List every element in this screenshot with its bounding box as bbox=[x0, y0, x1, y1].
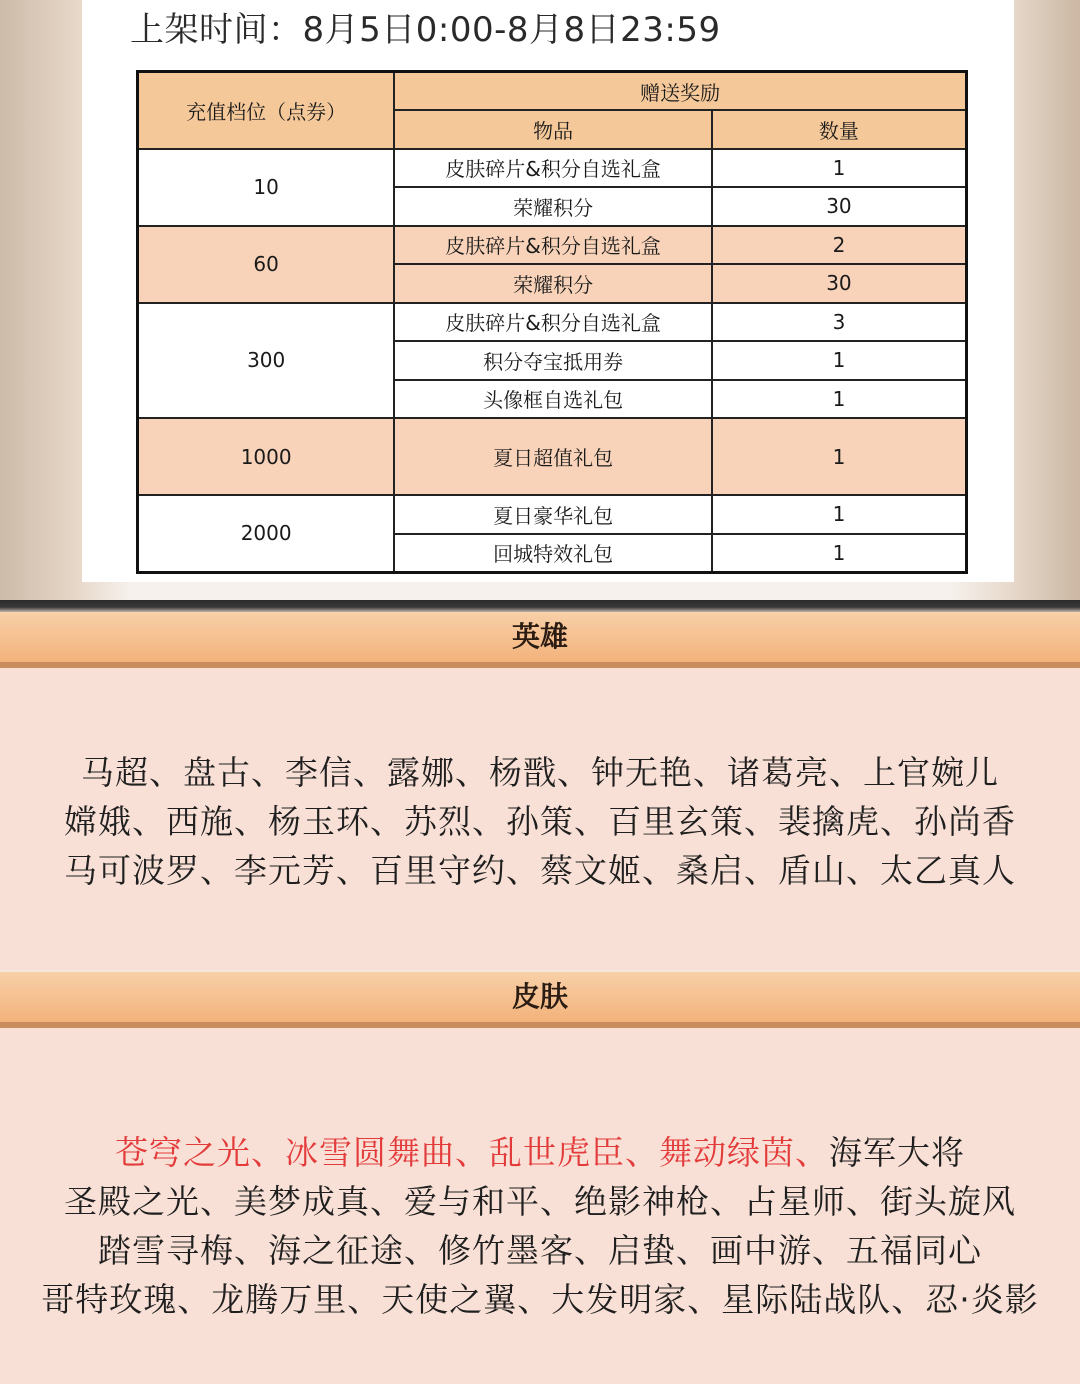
skins-line: 踏雪寻梅、海之征途、修竹墨客、启蛰、画中游、五福同心 bbox=[98, 1231, 982, 1270]
tier-cell: 1000 bbox=[138, 418, 395, 495]
qty-cell: 2 bbox=[712, 226, 967, 265]
tier-cell: 60 bbox=[138, 226, 395, 303]
item-cell: 荣耀积分 bbox=[394, 187, 712, 226]
release-time: 上架时间：8月5日0:00-8月8日23:59 bbox=[130, 10, 721, 50]
table-row bbox=[138, 226, 967, 265]
skins-title: 皮肤 bbox=[511, 980, 568, 1013]
qty-cell: 3 bbox=[712, 303, 967, 342]
skins-header bbox=[0, 972, 1080, 1028]
tier-cell: 10 bbox=[138, 149, 395, 226]
heroes-line: 马可波罗、李元芳、百里守约、蔡文姬、桑启、盾山、太乙真人 bbox=[64, 851, 1016, 890]
reward-card bbox=[82, 0, 1014, 582]
skins-line: 圣殿之光、美梦成真、爱与和平、绝影神枪、占星师、街头旋风 bbox=[64, 1182, 1016, 1221]
item-cell: 头像框自选礼包 bbox=[394, 380, 712, 419]
skins-line: 哥特玫瑰、龙腾万里、天使之翼、大发明家、星际陆战队、忍·炎影 bbox=[41, 1280, 1039, 1319]
qty-cell: 1 bbox=[712, 418, 967, 495]
item-cell: 荣耀积分 bbox=[394, 264, 712, 303]
heroes-line: 马超、盘古、李信、露娜、杨戬、钟无艳、诸葛亮、上官婉儿 bbox=[81, 753, 999, 792]
heroes-header bbox=[0, 612, 1080, 668]
skins-line bbox=[0, 1128, 1080, 1177]
qty-cell: 1 bbox=[712, 495, 967, 534]
section-divider bbox=[0, 600, 1080, 612]
item-cell: 皮肤碎片&积分自选礼盒 bbox=[394, 303, 712, 342]
col-tier-header: 充值档位（点券） bbox=[138, 72, 395, 149]
qty-cell: 1 bbox=[712, 380, 967, 419]
item-cell: 回城特效礼包 bbox=[394, 534, 712, 573]
item-cell: 夏日超值礼包 bbox=[394, 418, 712, 495]
heroes-line: 嫦娥、西施、杨玉环、苏烈、孙策、百里玄策、裴擒虎、孙尚香 bbox=[64, 802, 1016, 841]
qty-cell: 30 bbox=[712, 187, 967, 226]
qty-cell: 1 bbox=[712, 534, 967, 573]
qty-cell: 1 bbox=[712, 341, 967, 380]
heroes-title: 英雄 bbox=[511, 620, 568, 653]
col-item-header: 物品 bbox=[394, 110, 712, 149]
reward-table bbox=[136, 70, 968, 574]
table-row bbox=[138, 418, 967, 495]
table-row bbox=[138, 149, 967, 188]
item-cell: 皮肤碎片&积分自选礼盒 bbox=[394, 149, 712, 188]
skins-highlight: 苍穹之光、冰雪圆舞曲、乱世虎臣、舞动绿茵、 bbox=[115, 1133, 829, 1172]
qty-cell: 30 bbox=[712, 264, 967, 303]
tier-cell: 2000 bbox=[138, 495, 395, 572]
item-cell: 积分夺宝抵用券 bbox=[394, 341, 712, 380]
col-qty-header: 数量 bbox=[712, 110, 967, 149]
table-row bbox=[138, 495, 967, 534]
heroes-list bbox=[0, 748, 1080, 895]
item-cell: 皮肤碎片&积分自选礼盒 bbox=[394, 226, 712, 265]
table-row bbox=[138, 303, 967, 342]
col-group-header: 赠送奖励 bbox=[394, 72, 966, 111]
tier-cell: 300 bbox=[138, 303, 395, 419]
item-cell: 夏日豪华礼包 bbox=[394, 495, 712, 534]
skins-list bbox=[0, 1128, 1080, 1324]
qty-cell: 1 bbox=[712, 149, 967, 188]
skins-normal: 海军大将 bbox=[829, 1133, 965, 1172]
